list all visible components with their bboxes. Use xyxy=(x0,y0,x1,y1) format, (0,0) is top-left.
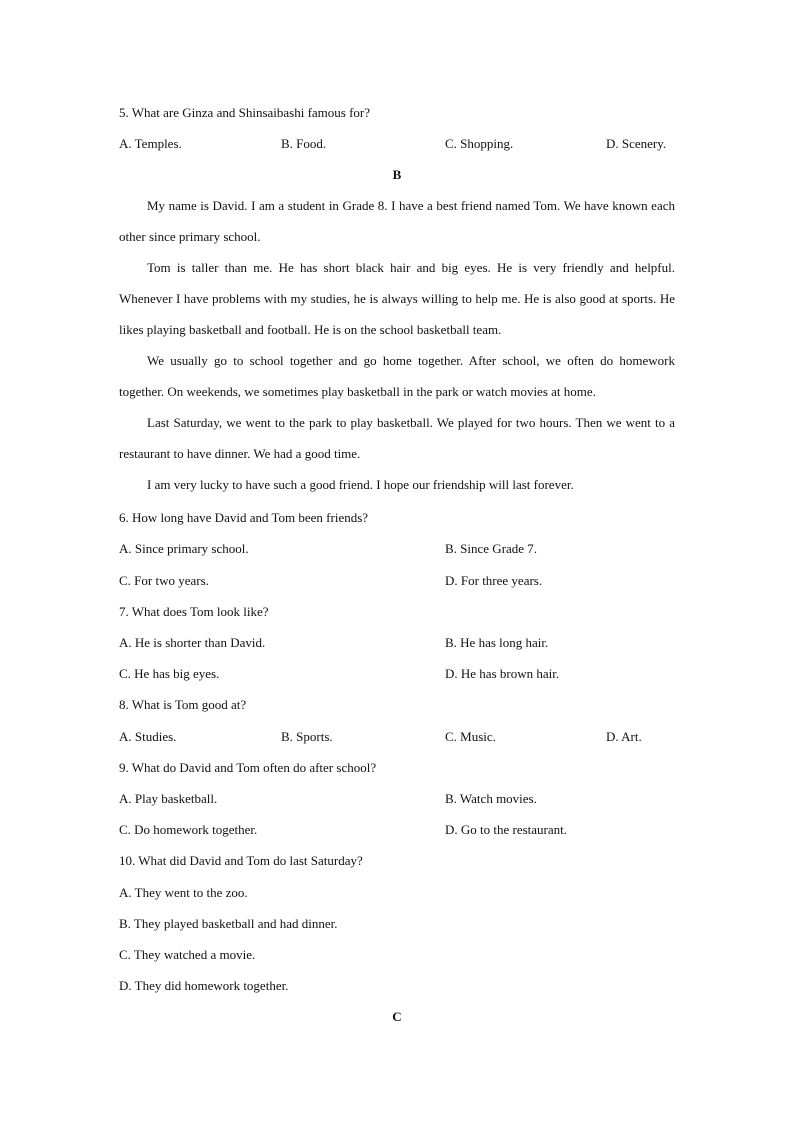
q5-option-b: B. Food. xyxy=(281,136,327,151)
q5-option-d: D. Scenery. xyxy=(606,136,667,151)
q5-option-c: C. Shopping. xyxy=(445,136,514,151)
question-8: 8. What is Tom good at? xyxy=(119,697,247,712)
passage-paragraph-2: Tom is taller than me. He has short black hair and big eyes. He is very friendly and helpful. Whenever I have problems with my studies, he is always willing to help me. He is also good at sports. He likes playing basketball and football. He is on the school basketball team. xyxy=(119,260,675,337)
q8-option-c: C. Music. xyxy=(445,729,496,744)
q8-option-b: B. Sports. xyxy=(281,729,333,744)
question-5: 5. What are Ginza and Shinsaibashi famous for? xyxy=(119,105,371,120)
section-c-heading: C xyxy=(392,1009,402,1024)
q6-option-c: C. For two years. xyxy=(119,573,209,588)
q9-option-a: A. Play basketball. xyxy=(119,791,218,806)
question-7: 7. What does Tom look like? xyxy=(119,604,269,619)
passage-paragraph-1: My name is David. I am a student in Grade 8. I have a best friend named Tom. We have known each other since primary school. xyxy=(119,198,675,244)
q8-option-a: A. Studies. xyxy=(119,729,177,744)
q10-option-d: D. They did homework together. xyxy=(119,978,289,993)
q8-option-d: D. Art. xyxy=(606,729,642,744)
q7-option-a: A. He is shorter than David. xyxy=(119,635,266,650)
q10-option-b: B. They played basketball and had dinner. xyxy=(119,916,338,931)
q9-option-b: B. Watch movies. xyxy=(445,791,537,806)
q9-option-d: D. Go to the restaurant. xyxy=(445,822,568,837)
q10-option-c: C. They watched a movie. xyxy=(119,947,256,962)
passage-b xyxy=(119,190,675,500)
q6-option-b: B. Since Grade 7. xyxy=(445,541,538,556)
question-6: 6. How long have David and Tom been friends? xyxy=(119,510,369,525)
passage-paragraph-3: We usually go to school together and go home together. After school, we often do homework together. On weekends, we sometimes play basketball in the park or watch movies at home. xyxy=(119,353,675,399)
question-9: 9. What do David and Tom often do after school? xyxy=(119,760,377,775)
q7-option-c: C. He has big eyes. xyxy=(119,666,220,681)
q7-option-b: B. He has long hair. xyxy=(445,635,549,650)
q7-option-d: D. He has brown hair. xyxy=(445,666,560,681)
question-10: 10. What did David and Tom do last Saturday? xyxy=(119,853,363,868)
q5-option-a: A. Temples. xyxy=(119,136,182,151)
passage-paragraph-5: I am very lucky to have such a good friend. I hope our friendship will last forever. xyxy=(147,477,574,492)
q6-option-a: A. Since primary school. xyxy=(119,541,249,556)
passage-paragraph-4: Last Saturday, we went to the park to play basketball. We played for two hours. Then we went to a restaurant to have dinner. We had a good time. xyxy=(119,415,675,461)
q10-option-a: A. They went to the zoo. xyxy=(119,885,248,900)
q9-option-c: C. Do homework together. xyxy=(119,822,258,837)
q6-option-d: D. For three years. xyxy=(445,573,543,588)
section-b-heading: B xyxy=(392,167,402,182)
